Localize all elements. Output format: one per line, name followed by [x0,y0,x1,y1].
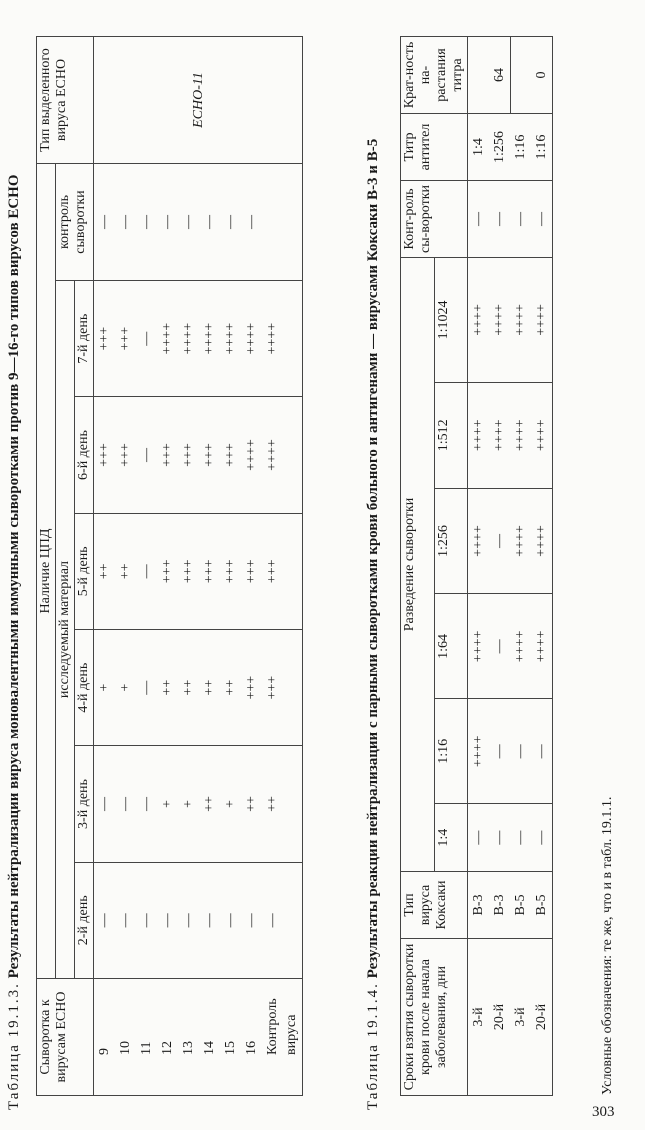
t1-cell: — [178,164,199,281]
t2-cell: ++++ [510,488,531,594]
t1-row-label: 14 [199,979,220,1096]
t2-virus: В-3 [468,872,490,939]
t1-day-5: 5-й день [75,513,94,629]
t1-cell: ++++ [262,281,303,397]
t1-row [136,37,157,1096]
t2-cell: ++++ [531,594,553,699]
t2-dil-1-16: 1:16 [434,699,468,804]
t1-cell: +++ [199,513,220,629]
t1-cell: +++ [115,397,136,513]
t2-cell: ++++ [468,594,490,699]
t1-cell: +++ [199,397,220,513]
t2-cell: ++++ [510,258,531,383]
t2-cell: — [531,699,553,804]
t2-dil-1-64: 1:64 [434,594,468,699]
t1-cell: +++ [157,513,178,629]
t2-cell: ++++ [468,699,490,804]
t2-cell: ++++ [489,382,510,488]
t1-cell: ++++ [178,281,199,397]
t1-cell: +++ [262,630,303,746]
t1-cell: +++ [115,281,136,397]
t2-cell: — [531,804,553,872]
t1-cell: — [136,281,157,397]
t1-row-label: 10 [115,979,136,1096]
table1-caption [6,20,23,1110]
t1-row-label: 9 [94,979,116,1096]
t2-day: 3-й [510,939,531,1096]
t1-cell: ++ [178,630,199,746]
t2-cell: ++++ [531,488,553,594]
t1-day-4: 4-й день [75,630,94,746]
t2-cell: — [489,804,510,872]
t2-cell: — [510,804,531,872]
t1-row [220,37,241,1096]
t2-titer: 1:16 [510,114,531,181]
t2-dil-1-256: 1:256 [434,488,468,594]
t1-cell: — [94,746,116,862]
t1-cell: — [136,630,157,746]
t1-cell: — [157,862,178,978]
t1-row [262,37,303,1096]
t1-cell: + [94,630,116,746]
t1-cell: ++ [199,630,220,746]
t2-cell: ++++ [531,258,553,383]
t2-cell: — [489,594,510,699]
t2-header-control: Конт-роль сы-воротки [401,181,468,258]
t2-titer: 1:256 [489,114,510,181]
t1-cell: ++ [199,746,220,862]
t1-day-7: 7-й день [75,281,94,397]
t2-header-days: Сроки взятия сыворотки крови после начала заболевания, дни [401,939,468,1096]
t1-cell: — [136,513,157,629]
t1-cell: +++ [241,630,262,746]
t1-cell: — [136,164,157,281]
t1-cell: ++++ [262,397,303,513]
t1-cell: + [220,746,241,862]
t2-virus: В-5 [531,872,553,939]
table2-caption-text: Результаты реакции нейтрализации с парными сыворотками крови больного и антигенами — вирусами Коксаки В-3 и В-5 [365,138,381,979]
t1-cell: — [157,164,178,281]
t1-header-material: исследуемый материал [56,281,75,979]
t1-cell: +++ [178,397,199,513]
t1-cell: + [157,746,178,862]
t2-cell: — [510,181,531,258]
t2-cell: — [489,488,510,594]
t2-day: 20-й [531,939,553,1096]
t1-header-serum: Сыворотка к вирусам ЕСНО [37,979,94,1096]
t1-cell: — [115,746,136,862]
t2-header-growth: Крат-ность на-растания титра [401,37,468,114]
t1-cell: ++ [262,746,303,862]
t1-cell: — [136,862,157,978]
t1-cell: — [199,862,220,978]
table1-caption-text: Результаты нейтрализации вируса моновалентными иммунными сыворотками против 9—16-го типов вирусов ЕСНО [6,174,22,979]
t1-row [157,37,178,1096]
t1-cell: — [199,164,220,281]
t1-cell: +++ [94,397,116,513]
t2-titer: 1:4 [468,114,490,181]
t1-cell: +++ [94,281,116,397]
t1-cell: +++ [157,397,178,513]
t1-row-label: 13 [178,979,199,1096]
t1-day-3: 3-й день [75,746,94,862]
table1-caption-label: Таблица 19.1.3. [6,982,22,1110]
t1-cell: ++++ [157,281,178,397]
t1-cell [262,164,303,281]
t1-day-2: 2-й день [75,862,94,978]
t2-growth: 64 [468,37,511,114]
t1-cell: — [220,164,241,281]
t1-row [241,37,262,1096]
t1-cell: ++++ [199,281,220,397]
t2-cell: ++++ [489,258,510,383]
t1-cell: — [178,862,199,978]
t1-cell: — [94,164,116,281]
t1-cell: + [115,630,136,746]
t1-row-label: 12 [157,979,178,1096]
t2-header-titer: Титр антител [401,114,468,181]
t2-virus: В-3 [489,872,510,939]
t1-cell: ++ [241,746,262,862]
t2-day: 3-й [468,939,490,1096]
t1-cell: — [241,164,262,281]
t1-header-presence: Наличие ЦПД [37,164,56,979]
t1-cell: ++++ [241,397,262,513]
t2-cell: — [468,804,490,872]
t2-header-virus: Тип вируса Коксаки [401,872,468,939]
footnote: Условные обозначения: те же, что и в табл. 19.1.1. [600,796,615,1095]
t2-titer: 1:16 [531,114,553,181]
t2-cell: — [510,699,531,804]
t2-body [468,37,553,1096]
t2-cell: — [468,181,490,258]
t1-row [199,37,220,1096]
t2-dil-1-4: 1:4 [434,804,468,872]
t1-cell: ++ [115,513,136,629]
t1-cell: ++ [220,630,241,746]
t1-body [94,37,303,1096]
t1-cell: — [220,862,241,978]
t2-dil-1-1024: 1:1024 [434,258,468,383]
t2-cell: ++++ [468,488,490,594]
table-echo-neutralization [36,36,303,1096]
t1-cell: — [115,164,136,281]
t2-row [531,37,553,1096]
t2-cell: — [489,699,510,804]
t2-day: 20-й [489,939,510,1096]
t2-growth: 0 [510,37,553,114]
t2-row [468,37,490,1096]
t1-cell: +++ [220,397,241,513]
t2-cell: — [489,181,510,258]
t2-virus: В-5 [510,872,531,939]
t1-row [178,37,199,1096]
t1-cell: — [136,397,157,513]
t2-row [510,37,531,1096]
table2-caption [365,20,382,1110]
t1-row [115,37,136,1096]
t1-day-6: 6-й день [75,397,94,513]
t1-row [94,37,116,1096]
t2-cell: ++++ [468,258,490,383]
table2-caption-label: Таблица 19.1.4. [365,982,381,1110]
t1-cell: — [241,862,262,978]
t1-cell: +++ [262,513,303,629]
t1-cell: ++ [157,630,178,746]
t1-header-control: контроль сыворотки [56,164,94,281]
t1-cell: ++++ [241,281,262,397]
t1-cell: + [178,746,199,862]
t1-row-label: 11 [136,979,157,1096]
t1-virus-type: ЕСНО-11 [94,37,303,164]
t1-cell: — [136,746,157,862]
table-coxsackie-neutralization [400,36,553,1096]
t2-cell: ++++ [510,594,531,699]
t2-row [489,37,510,1096]
t1-cell: ++ [94,513,116,629]
t1-cell: — [94,862,116,978]
t2-cell: ++++ [531,382,553,488]
t1-cell: +++ [178,513,199,629]
t1-row-label: 15 [220,979,241,1096]
t2-cell: ++++ [510,382,531,488]
t1-cell: — [262,862,303,978]
t1-cell: +++ [241,513,262,629]
t2-cell: — [531,181,553,258]
t1-row-label: 16 [241,979,262,1096]
page-number: 303 [592,1104,615,1120]
t2-header-dilution: Разведение сыворотки [401,258,435,872]
t2-dil-1-512: 1:512 [434,382,468,488]
t1-cell: — [115,862,136,978]
t1-cell: +++ [220,513,241,629]
t1-row-label: Контроль вируса [262,979,303,1096]
t1-header-type: Тип выделенного вируса ЕСНО [37,37,94,164]
t1-cell: ++++ [220,281,241,397]
t2-cell: ++++ [468,382,490,488]
